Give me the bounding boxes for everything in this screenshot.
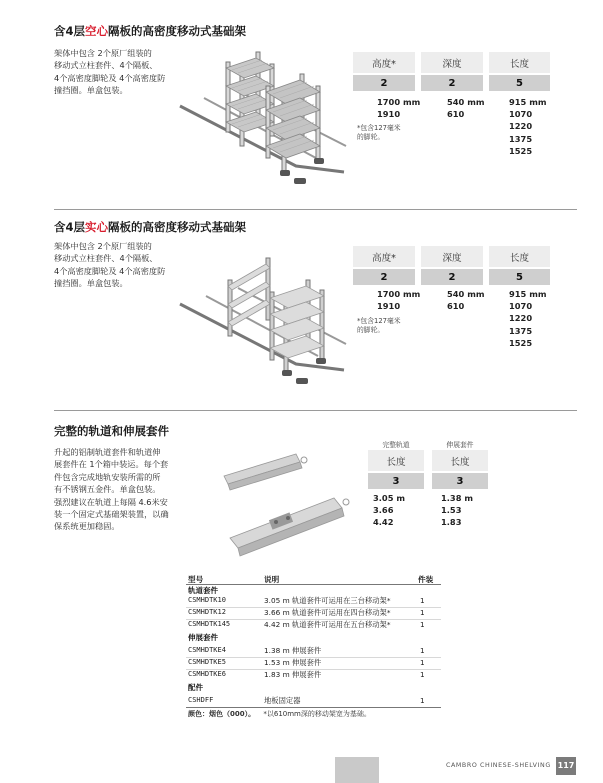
depth-qty: 2 [421, 75, 483, 91]
table-row: CSMHDTK145 4.42 m 轨道套件可运用在五台移动架* 1 [188, 620, 425, 629]
rail-lengths: 3.05 m 3.66 4.42 [373, 493, 406, 528]
extension-kit-label: 伸展套件 [446, 441, 474, 449]
section2-footnote: *包含127毫米 的脚轮。 [357, 317, 401, 334]
color-note: 颜色：烟色（000）。 [188, 710, 256, 718]
length-header: 长度 [489, 246, 550, 267]
section3-title: 完整的轨道和伸展套件 [54, 424, 169, 438]
rail-qty: 3 [368, 473, 424, 489]
depth-qty: 2 [421, 269, 483, 285]
table-category: 配件 [188, 683, 203, 692]
section1-depths: 540 mm 610 [447, 97, 485, 120]
length-qty: 5 [489, 75, 550, 91]
section1-title: 含4层空心隔板的高密度移动式基础架 [54, 24, 247, 38]
extension-qty: 3 [432, 473, 488, 489]
section2-depths: 540 mm 610 [447, 289, 485, 312]
complete-rail-label: 完整轨道 [382, 441, 410, 449]
depth-header: 深度 [421, 52, 483, 73]
table-row: CSMHDTKE4 1.38 m 伸展套件 1 [188, 646, 425, 655]
rail-length-header: 长度 [368, 450, 424, 471]
section3-description: 升起的铝制轨道套件和轨道伸 展套件在 1个箱中装运。每个套 件包含完成地轨安装所需的所 有不锈钢五金件。单盒包装。 强烈建议在轨道上每隔 4.6米安 装一个固定式基础架装置，以确 保系统更加稳固。 [54, 447, 169, 532]
table-row: CSMHDTK12 3.66 m 轨道套件可运用在四台移动架* 1 [188, 608, 425, 617]
section1-heights: 1700 mm 1910 [377, 97, 421, 120]
footnote: *以610mm深的移动架宽为基础。 [263, 710, 371, 718]
table-row: CSMHDTKE6 1.83 m 伸展套件 1 [188, 670, 425, 679]
rail-kit-image [216, 446, 356, 564]
table-header-description: 说明 [264, 575, 280, 584]
section3-spec-table [368, 450, 488, 489]
table-row: CSMHDTK10 3.05 m 轨道套件可运用在三台移动架* 1 [188, 596, 425, 605]
section1-lengths: 915 mm 1070 1220 1375 1525 [509, 97, 547, 156]
footer-tab [335, 757, 379, 783]
section2-lengths: 915 mm 1070 1220 1375 1525 [509, 289, 547, 348]
section1-spec-table [353, 52, 550, 91]
height-qty: 2 [353, 75, 415, 91]
table-category: 轨道套件 [188, 586, 218, 595]
extension-lengths: 1.38 m 1.53 1.83 [441, 493, 474, 528]
section1-footnote: *包含127毫米 的脚轮。 [357, 124, 401, 141]
extension-length-header: 长度 [432, 450, 488, 471]
page-number: 117 [556, 757, 576, 775]
section2-description: 架体中包含 2个原厂组装的 移动式立柱套件、4个隔板、 4个高密度脚轮及 4个高密度防 撞挡圈。单盒包装。 [54, 241, 166, 289]
table-category: 伸展套件 [188, 633, 218, 642]
section2-heights: 1700 mm 1910 [377, 289, 421, 312]
height-qty: 2 [353, 269, 415, 285]
table-footer [188, 709, 371, 719]
footer-brand: CAMBRO CHINESE-SHELVING [446, 762, 551, 769]
table-row: CSHDFF 地板固定器 1 [188, 696, 425, 705]
section1-description: 架体中包含 2个原厂组装的 移动式立柱套件、4个隔板、 4个高密度脚轮及 4个高密度防 撞挡圈。单盒包装。 [54, 48, 166, 96]
height-header: 高度* [353, 52, 415, 73]
solid-shelf-unit-image [176, 252, 351, 392]
divider [54, 209, 577, 210]
table-header-pack: 件装 [418, 575, 434, 584]
length-header: 长度 [489, 52, 550, 73]
section2-title: 含4层实心隔板的高密度移动式基础架 [54, 220, 247, 234]
table-header-model: 型号 [188, 575, 204, 584]
divider [54, 410, 577, 411]
table-row: CSMHDTKE5 1.53 m 伸展套件 1 [188, 658, 425, 667]
height-header: 高度* [353, 246, 415, 267]
section2-spec-table [353, 246, 550, 285]
length-qty: 5 [489, 269, 550, 285]
hollow-shelf-unit-image [176, 46, 351, 190]
depth-header: 深度 [421, 246, 483, 267]
